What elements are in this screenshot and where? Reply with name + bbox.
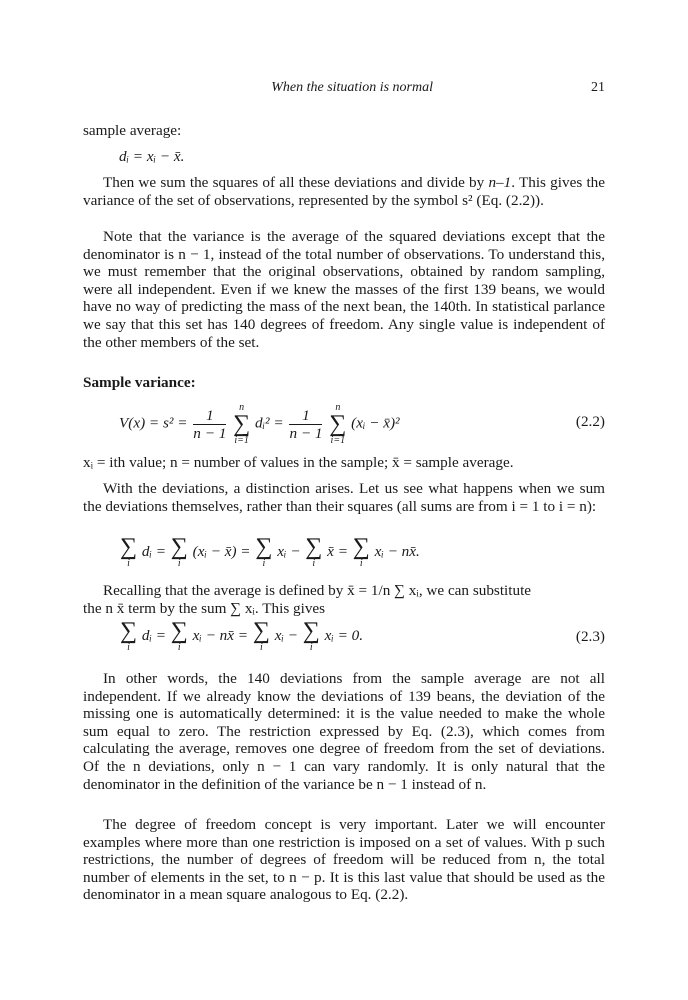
running-title: When the situation is normal [271, 80, 433, 95]
paragraph-recalling: Recalling that the average is defined by x̄ = 1/n ∑ xᵢ, we can substitute the n x̄ term by the sum ∑ xᵢ. This gives [83, 582, 532, 617]
intro-line: sample average: [83, 122, 182, 139]
paragraph-variance-note: Note that the variance is the average of the squared deviations except that the denominator is n − 1, instead of the total number of observations. To understand this, we must remember that the original observations, obtained by random sampling, were all independent. Even if we knew the masses of the first 139 beans, we would have no way of predicting the mass of the next bean, the 140th. In statistical parlance we say that this set has 140 degrees of freedom. Any single value is independent of the other members of the set. [83, 228, 605, 351]
paragraph-deviations: With the deviations, a distinction arises. Let us see what happens when we sum the deviations themselves, rather than their squares (all sums are from i = 1 to i = n): [83, 480, 605, 515]
equation-2-2: V(x) = s² = $\frac{1}{n - 1}$ n ∑ i=1 dᵢ² = $\frac{1}{n - 1}$ n ∑ i=1 (xᵢ − x̄)² (2.2) [119, 402, 605, 446]
paragraph-degree-of-freedom: The degree of freedom concept is very important. Later we will encounter examples where more than one restriction is imposed on a set of values. With p such restrictions, the number of degrees of freedom will be reduced from n, the total number of elements in the set, to n − p. It is this last value that should be used as the denominator in a mean square analogous to Eq. (2.2). [83, 816, 605, 904]
page-header [83, 79, 605, 97]
equation-number: (2.3) [575, 628, 605, 645]
book-page: When the situation is normal 21 sample average: dᵢ = xᵢ − x̄. Then we sum the squares of all these deviations and divide by n–1. This gives the variance of the set of observations, represented by the symbol s² (Eq. (2.2)). Note that the variance is the average of the squared deviations except that the denominator is n − 1, instead of the total number of observations. To understand this, we must remember that the original observations, obtained by random sampling, were all independent. Even if we knew the masses of the first 139 beans, we would have no way of predicting the mass of the next bean, the 140th. In statistical parlance we say that this set has 140 degrees of freedom. Any single value is independent of the other members of the set. Sample variance: V(x) = s² = $\frac{1}{n - 1}$ n ∑ i=1 dᵢ² = $\frac{1}{n - 1}$ n ∑ i=1 (xᵢ − x̄)² (2.2) xᵢ = ith value; n = number of values in the sample; x̄ = sample average. With the deviations, a distinction arises. Let us see what happens when we sum the deviations themselves, rather than their squares (all sums are from i = 1 to i = n): ∑ i dᵢ = ∑ i (xᵢ − x̄) = ∑ i xᵢ − ∑ i x̄ = ∑ i xᵢ − nx̄. Recalling that the average is defined by x̄ = 1/n ∑ xᵢ, we can substitute the n x̄ term by the sum ∑ xᵢ. This gives ∑ i dᵢ = ∑ i xᵢ − nx̄ = ∑ i xᵢ − ∑ i xᵢ = 0. (2.3) In other words, the 140 deviations from the sample average are not all independent. If we already know the deviations of 139 beans, the deviation of the missing one is automatically determined: it is the value needed to make the whole sum equal to zero. The restriction expressed by Eq. (2.3), which comes from calculating the average, removes one degree of freedom from the set of deviations. Of the n deviations, only n − 1 can vary randomly. It is only natural that the denominator in the definition of the variance be n − 1 instead of n. The degree of freedom concept is very important. Later we will encounter examples where more than one restriction is imposed on a set of values. With p such restrictions, the number of degrees of freedom will be reduced from n, the total number of elements in the set, to n − p. It is this last value that should be used as the denominator in a mean square analogous to Eq. (2.2). [83, 80, 605, 904]
sigma-symbol: n ∑ i=1 [329, 402, 347, 446]
equation-2-2-legend: xᵢ = ith value; n = number of values in the sample; x̄ = sample average. [83, 454, 514, 471]
page-number: 21 [591, 80, 605, 95]
paragraph-independence: In other words, the 140 deviations from the sample average are not all independent. If we already know the deviations of 139 beans, the deviation of the missing one is automatically determined: it is the value needed to make the whole sum equal to zero. The restriction expressed by Eq. (2.3), which comes from calculating the average, removes one degree of freedom from the set of deviations. Of the n deviations, only n − 1 can vary randomly. It is only natural that the denominator in the definition of the variance be n − 1 instead of n. [83, 670, 605, 793]
heading-sample-variance: Sample variance: [83, 374, 196, 391]
equation-number: (2.2) [575, 413, 605, 430]
paragraph-variance-intro: Then we sum the squares of all these deviations and divide by n–1. This gives the variance of the set of observations, represented by the symbol s² (Eq. (2.2)). [83, 174, 605, 209]
sigma-symbol: n ∑ i=1 [233, 402, 251, 446]
sum-of-deviations-equation: ∑ i dᵢ = ∑ i (xᵢ − x̄) = ∑ i xᵢ − ∑ i x̄ = ∑ i xᵢ − nx̄. [120, 534, 420, 569]
equation-2-3: ∑ i dᵢ = ∑ i xᵢ − nx̄ = ∑ i xᵢ − ∑ i xᵢ = 0. (2.3) [120, 618, 605, 653]
